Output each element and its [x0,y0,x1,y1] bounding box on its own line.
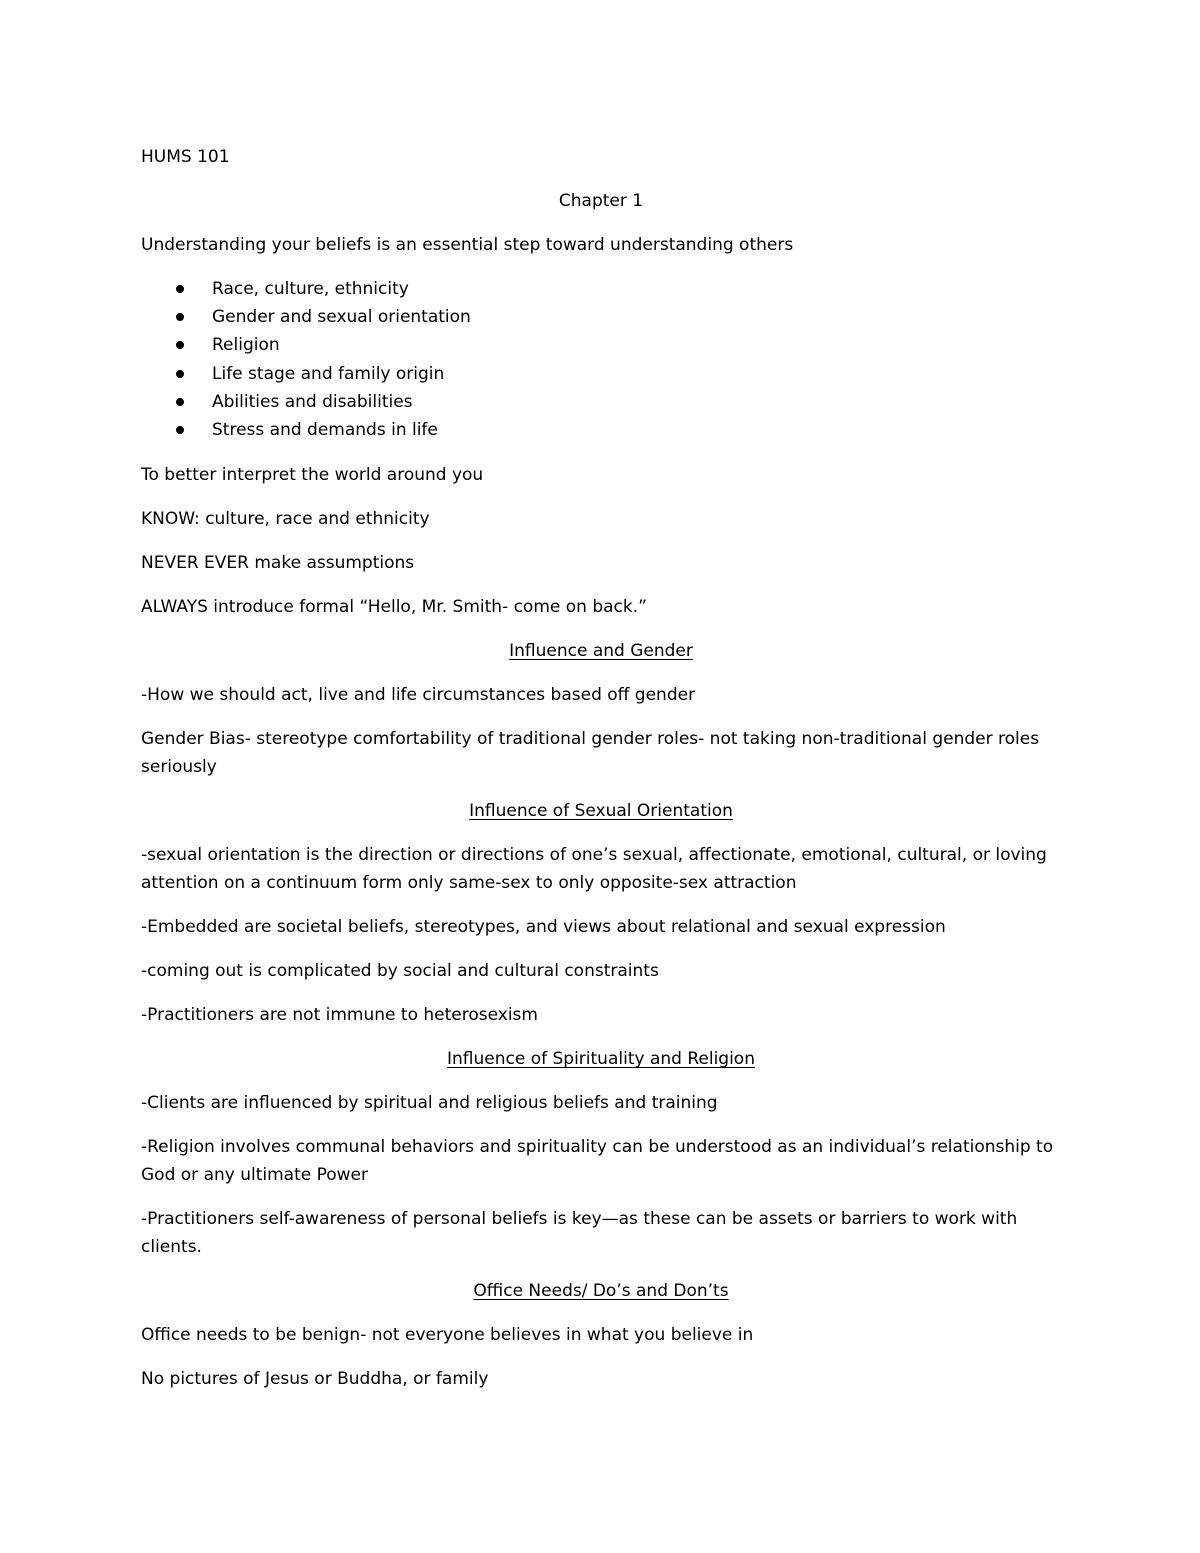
sexual-orientation-paragraph-4: -Practitioners are not immune to heterosexism [141,1005,538,1026]
bullet-icon [176,313,184,321]
never-line: NEVER EVER make assumptions [141,553,415,574]
list-item-text: Stress and demands in life [212,419,438,440]
list-item [141,416,1061,444]
spirituality-paragraph-1: -Clients are influenced by spiritual and religious beliefs and training [141,1093,718,1114]
sexual-orientation-paragraph-3: -coming out is complicated by social and cultural constraints [141,961,659,982]
beliefs-list [141,275,1061,444]
list-item [141,388,1061,416]
spirituality-heading [141,1045,1061,1073]
list-item-text: Religion [212,335,280,356]
list-item [141,360,1061,388]
office-heading-text: Office Needs/ Do’s and Don’ts [473,1281,729,1302]
bullet-icon [176,341,184,349]
gender-heading-text: Influence and Gender [509,641,693,662]
spirituality-heading-text: Influence of Spirituality and Religion [447,1049,755,1070]
bullet-icon [176,370,184,378]
spirituality-paragraph-2: -Religion involves communal behaviors and spirituality can be understood as an individual’s relationship to God or any ultimate Power [141,1137,1054,1186]
interpret-line: To better interpret the world around you [141,465,484,486]
list-item-text: Life stage and family origin [212,363,445,384]
gender-heading [141,637,1061,665]
chapter-heading: Chapter 1 [558,191,644,211]
sexual-orientation-heading [141,797,1061,825]
office-paragraph-1: Office needs to be benign- not everyone believes in what you believe in [141,1325,754,1346]
spirituality-paragraph-3: -Practitioners self-awareness of personal beliefs is key—as these can be assets or barriers to work with clients. [141,1209,1018,1258]
know-line: KNOW: culture, race and ethnicity [141,509,430,530]
list-item-text: Abilities and disabilities [212,391,413,412]
sexual-orientation-paragraph-1: -sexual orientation is the direction or directions of one’s sexual, affectionate, emotional, cultural, or loving attention on a continuum form only same-sex to only opposite-sex attraction [141,845,1047,894]
bullet-icon [176,398,184,406]
intro-text: Understanding your beliefs is an essential step toward understanding others [141,235,794,255]
sexual-orientation-paragraph-2: -Embedded are societal beliefs, stereotypes, and views about relational and sexual expression [141,917,946,938]
list-item [141,275,1061,303]
sexual-orientation-heading-text: Influence of Sexual Orientation [469,801,733,822]
bullet-icon [176,285,184,293]
office-heading [141,1277,1061,1305]
course-title: HUMS 101 [141,147,230,167]
gender-paragraph-2: Gender Bias- stereotype comfortability of traditional gender roles- not taking non-traditional gender roles seriously [141,729,1040,778]
list-item [141,303,1061,331]
gender-paragraph-1: -How we should act, live and life circumstances based off gender [141,685,696,706]
list-item-text: Gender and sexual orientation [212,307,471,328]
office-paragraph-2: No pictures of Jesus or Buddha, or family [141,1369,489,1390]
list-item-text: Race, culture, ethnicity [212,279,409,299]
list-item [141,331,1061,359]
bullet-icon [176,426,184,434]
always-line: ALWAYS introduce formal “Hello, Mr. Smith- come on back.” [141,597,647,618]
document-page [141,143,1061,1409]
